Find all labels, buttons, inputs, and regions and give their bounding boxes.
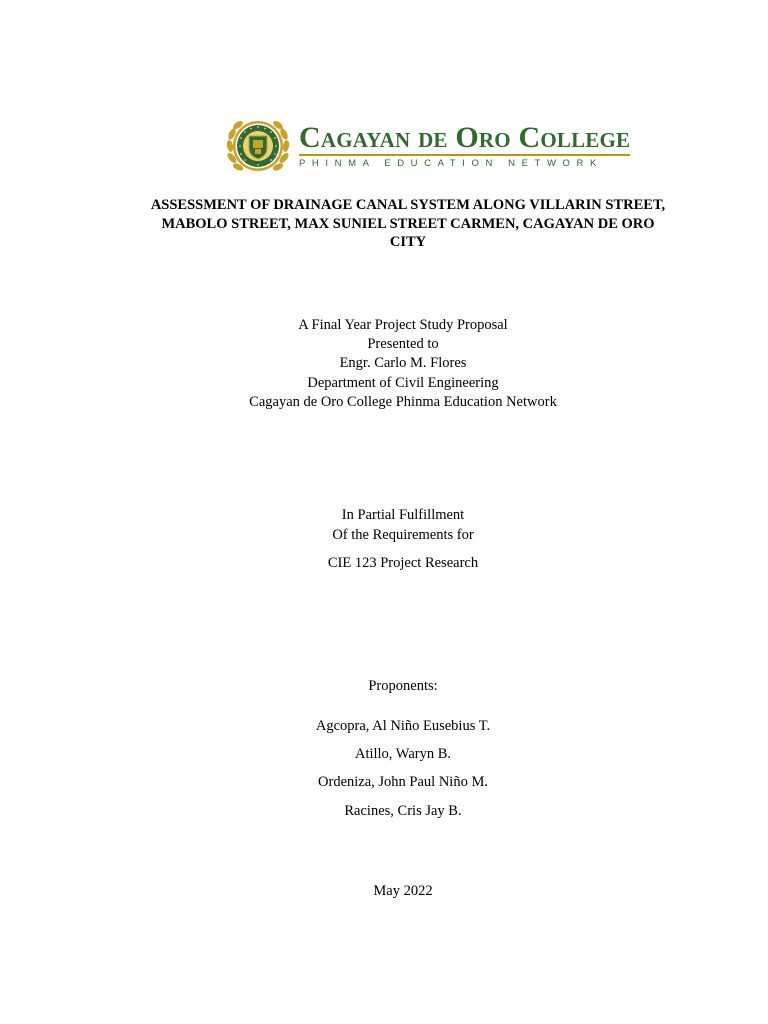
college-seal-icon [224,114,292,178]
logo-wordmark [299,120,631,169]
fulfillment-block [0,506,768,545]
college-name: Cagayan de Oro College [299,120,631,154]
title-line: CITY [389,234,427,250]
document-title [130,196,686,252]
proposal-block [0,316,768,412]
fulfillment-line: In Partial Fulfillment [341,507,465,523]
fulfillment-line: Of the Requirements for [332,526,474,543]
network-name: PHINMA EDUCATION NETWORK [299,157,603,169]
title-line: ASSESSMENT OF DRAINAGE CANAL SYSTEM ALONG VILLARIN STREET, [150,197,666,213]
proposal-line: Cagayan de Oro College Phinma Education Network [249,393,557,410]
proponents-label: Proponents: [368,678,438,694]
proponents-list [0,712,768,825]
proposal-line: A Final Year Project Study Proposal [298,317,508,333]
proponent-name: Ordeniza, John Paul Niño M. [318,774,488,791]
college-logo [224,114,630,178]
proposal-line: Department of Civil Engineering [307,374,499,391]
proponent-name: Atillo, Waryn B. [354,746,452,763]
proponent-name: Agcopra, Al Niño Eusebius T. [315,718,491,734]
document-date: May 2022 [373,883,433,899]
proponent-name: Racines, Cris Jay B. [344,802,462,819]
title-line: MABOLO STREET, MAX SUNIEL STREET CARMEN, CAGAYAN DE ORO [161,215,655,232]
proposal-line: Engr. Carlo M. Flores [339,355,467,372]
course-name: CIE 123 Project Research [327,555,479,571]
proposal-line: Presented to [367,336,439,353]
